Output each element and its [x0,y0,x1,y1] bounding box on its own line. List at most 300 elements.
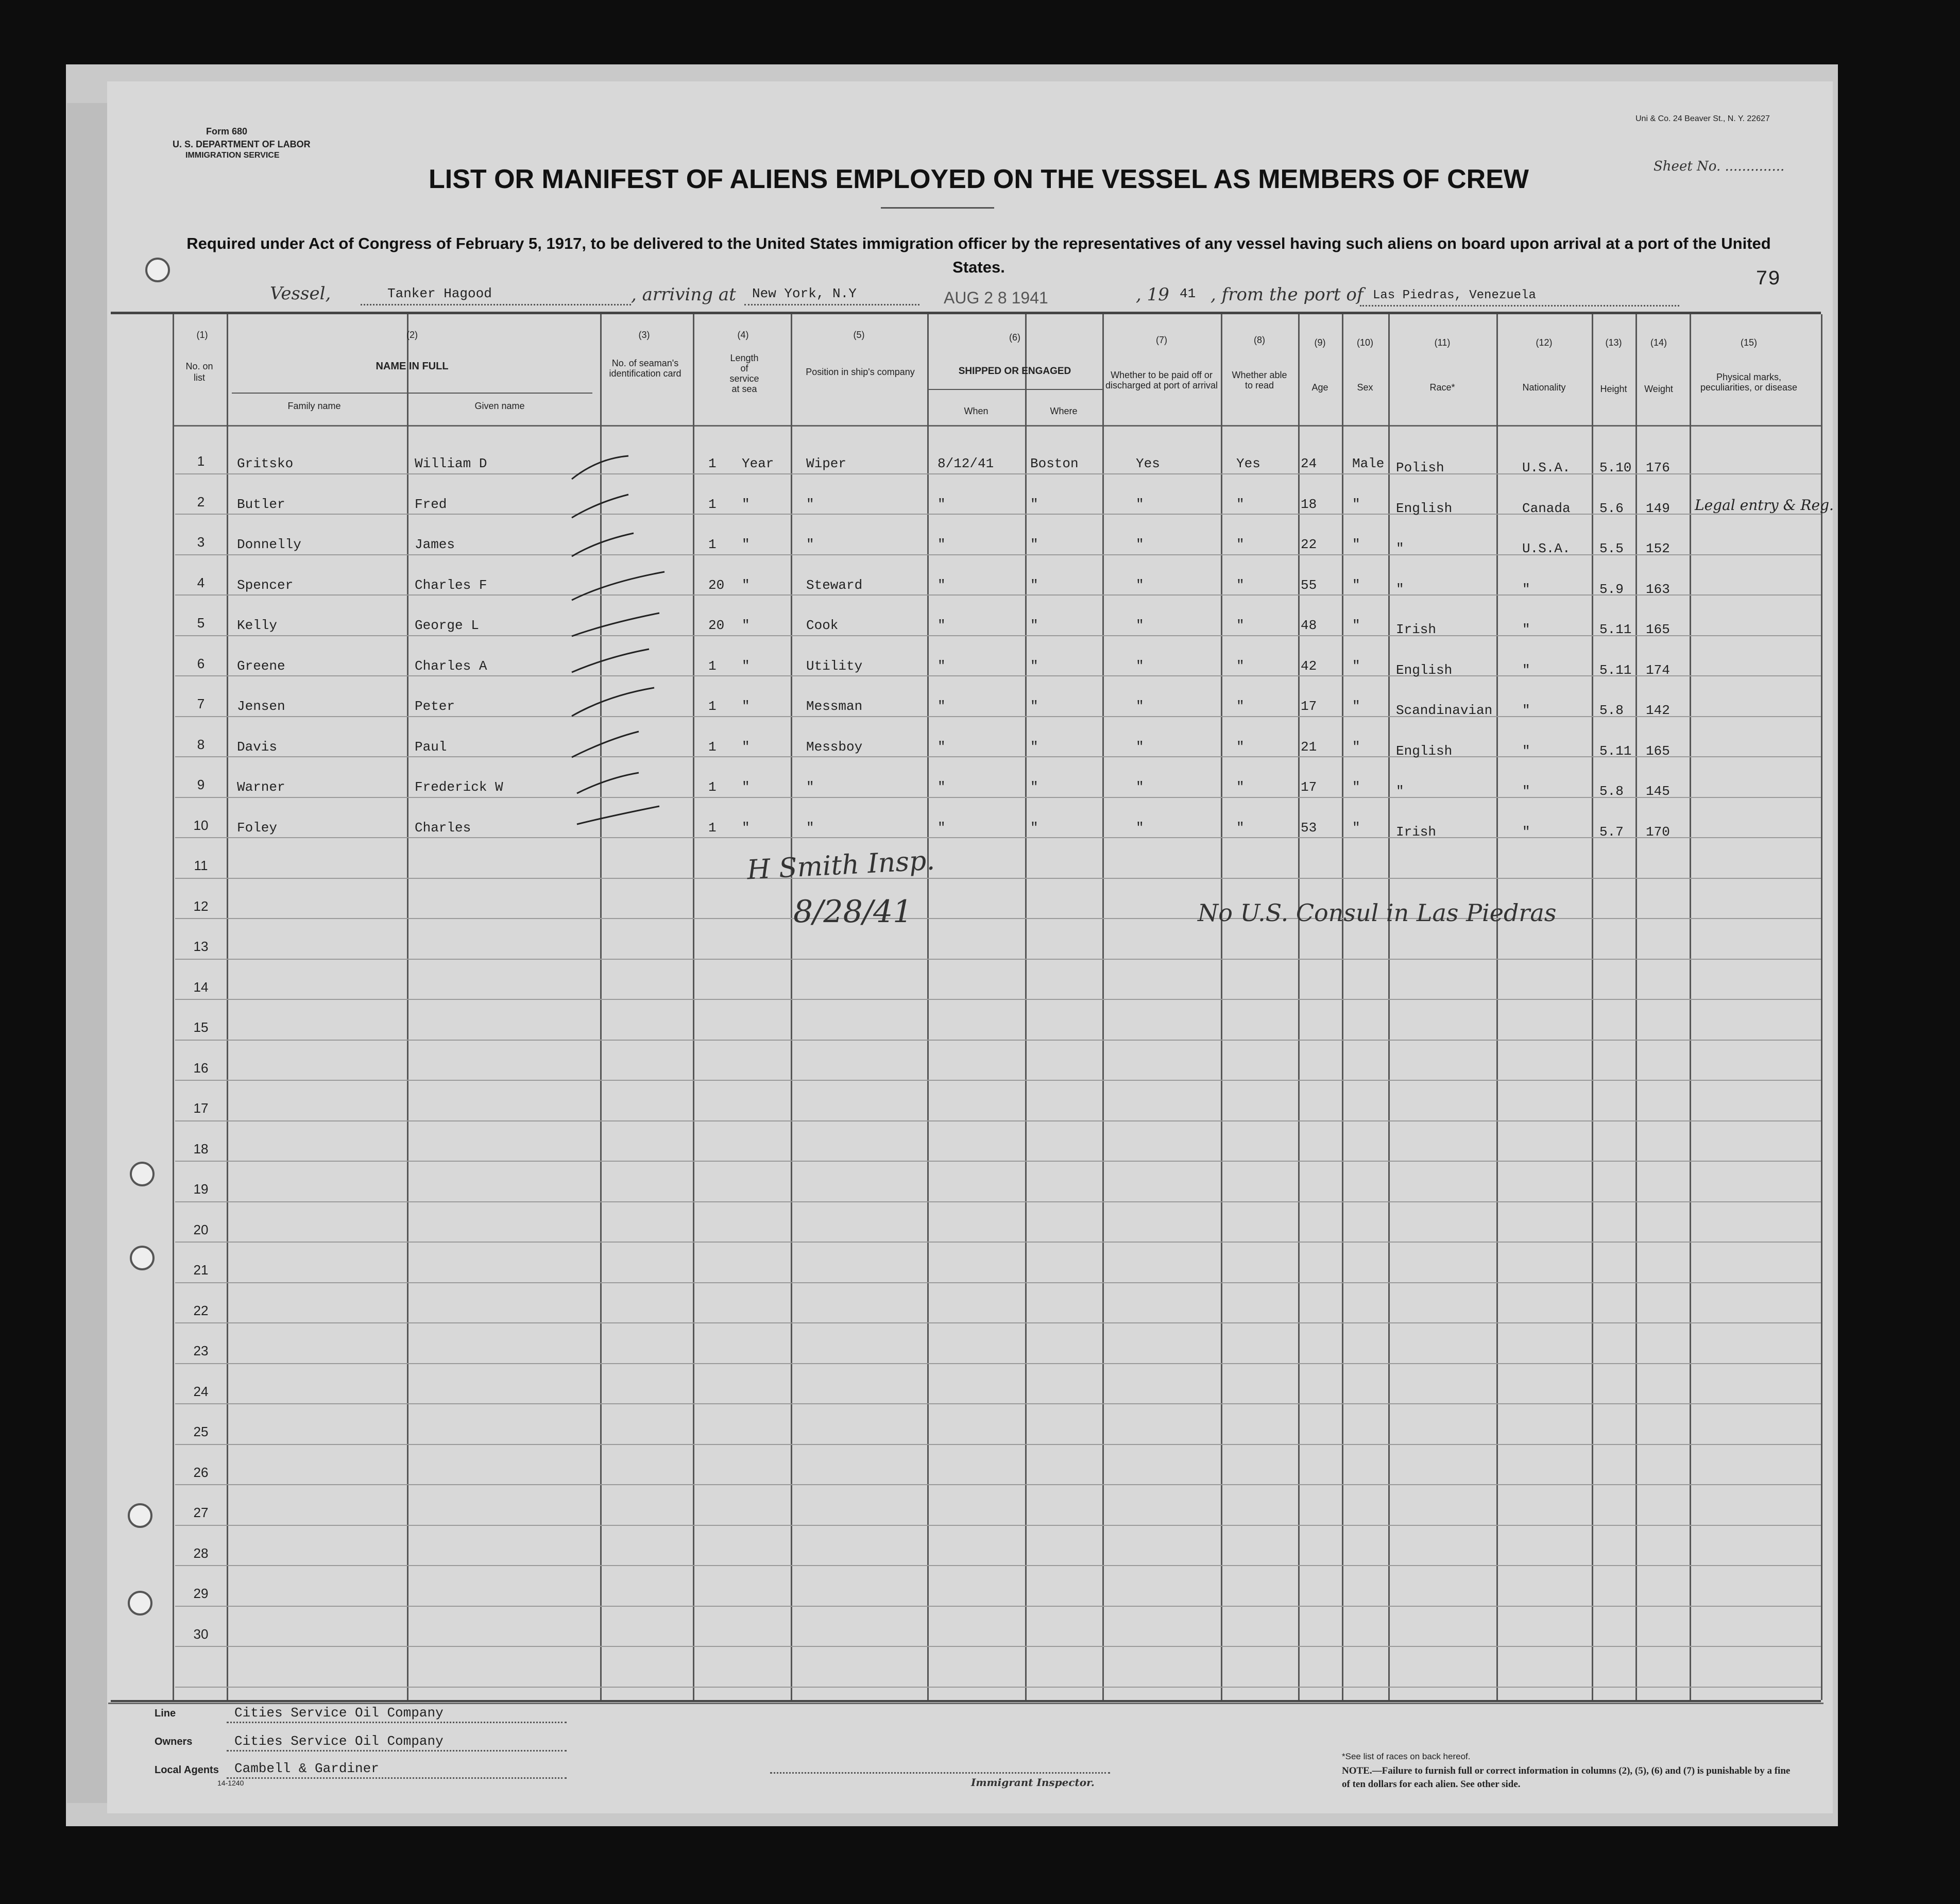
row-rule [175,1120,1821,1121]
shipped-when-cell: " [938,497,946,512]
service-length-cell: 1 [708,658,717,674]
row-rule [175,1444,1821,1445]
punch-hole [128,1591,152,1616]
form-number: Form 680 [206,126,248,137]
paid-off-cell: " [1136,820,1144,836]
col8-header: Whether able to read [1232,370,1287,390]
shipped-where-cell: " [1030,577,1038,593]
row-number: 9 [197,777,205,792]
given-name-cell: Paul [415,739,447,755]
able-to-read-cell: " [1236,618,1245,633]
shipped-when-cell: " [938,699,946,714]
family-name-cell: Jensen [237,699,285,714]
from-port: Las Piedras, Venezuela [1373,288,1536,302]
service-unit-cell: " [742,739,750,755]
row-rule [175,1080,1821,1081]
row-number: 30 [193,1626,209,1642]
nationality-cell: U.S.A. [1522,541,1571,556]
col8-num: (8) [1254,335,1265,345]
service-unit-cell: " [742,658,750,674]
column-rule [693,314,694,1700]
column-rule [1690,314,1691,1700]
inspector-date: 8/28/41 [793,894,913,930]
service-unit-cell: " [742,537,750,552]
column-rule [173,314,174,1700]
row-number: 12 [193,898,209,914]
owners-dotline [227,1750,567,1752]
col10-header: Sex [1357,382,1373,393]
col6-split-rule [927,389,1102,390]
position-cell: " [806,497,814,512]
shipped-where-cell: " [1030,739,1038,755]
row-rule [175,1201,1821,1202]
paid-off-cell: " [1136,497,1144,512]
shipped-where-cell: " [1030,618,1038,633]
position-cell: " [806,820,814,836]
row-number: 25 [193,1424,209,1439]
service-length-cell: 20 [708,618,725,633]
row-number: 8 [197,737,205,752]
service-unit-cell: " [742,618,750,633]
sex-cell: " [1352,779,1360,795]
sex-cell: " [1352,497,1360,512]
service-unit-cell: " [742,820,750,836]
row-number: 20 [193,1222,209,1237]
row-rule [175,1322,1821,1323]
able-to-read-cell: " [1236,658,1245,674]
height-cell: 5.6 [1599,501,1624,516]
column-rule [1342,314,1343,1700]
check-mark [572,688,654,716]
check-mark [572,732,639,757]
sex-cell: Male [1352,456,1385,471]
race-cell: " [1396,582,1404,597]
col6-when-header: When [964,406,988,416]
immigrant-inspector-label: Immigrant Inspector. [971,1776,1095,1789]
shipped-when-cell: 8/12/41 [938,456,994,471]
row-number: 24 [193,1384,209,1399]
row-rule [175,1687,1821,1688]
height-cell: 5.9 [1599,582,1624,597]
id-card-checkmarks [567,453,680,835]
form-code: 14-1240 [217,1779,244,1787]
sex-cell: " [1352,820,1360,836]
nationality-cell: " [1522,662,1530,678]
race-cell: English [1396,501,1453,516]
race-cell: Scandinavian [1396,703,1493,718]
col6-header: SHIPPED OR ENGAGED [958,366,1071,377]
check-mark [572,533,634,556]
row-rule [175,999,1821,1000]
from-port-label: , from the port of [1211,284,1364,305]
date-stamp: AUG 2 8 1941 [944,288,1048,307]
nationality-cell: " [1522,622,1530,637]
row-rule [175,756,1821,757]
height-cell: 5.11 [1599,622,1632,637]
col7-num: (7) [1156,335,1167,345]
nationality-cell: " [1522,743,1530,759]
col6-num: (6) [1009,332,1020,343]
row-number: 14 [193,979,209,995]
col12-num: (12) [1536,337,1553,348]
col2-family-header: Family name [287,401,341,411]
punch-hole [130,1246,155,1270]
family-name-cell: Gritsko [237,456,294,471]
service-length-cell: 20 [708,577,725,593]
given-name-cell: Fred [415,497,447,512]
service-unit-cell: Year [742,456,774,471]
sex-cell: " [1352,699,1360,714]
nationality-cell: Canada [1522,501,1571,516]
header-bottom-rule [173,425,1821,427]
family-name-cell: Davis [237,739,278,755]
shipped-where-cell: " [1030,537,1038,552]
height-cell: 5.11 [1599,662,1632,678]
column-rule [927,314,929,1700]
row-number: 29 [193,1586,209,1601]
weight-cell: 152 [1646,541,1670,556]
check-mark [577,773,639,793]
row-number: 27 [193,1505,209,1520]
col2-given-header: Given name [474,401,525,411]
nationality-cell: U.S.A. [1522,460,1571,475]
shipped-where-cell: " [1030,820,1038,836]
nationality-cell: " [1522,582,1530,597]
col2-num: (2) [406,330,418,340]
shipped-where-cell: " [1030,497,1038,512]
inspector-signature: H Smith Insp. [746,845,936,886]
row-rule [175,635,1821,636]
row-number: 4 [197,575,205,590]
row-rule [175,837,1821,838]
binding-strip [67,103,108,1803]
service-length-cell: 1 [708,456,717,471]
col5-header: Position in ship's company [806,367,915,377]
service-length-cell: 1 [708,739,717,755]
col2-split-rule [232,393,592,394]
paid-off-cell: " [1136,537,1144,552]
given-name-cell: Charles A [415,658,487,674]
col11-num: (11) [1434,337,1451,348]
col14-num: (14) [1650,337,1667,348]
shipped-where-cell: " [1030,699,1038,714]
race-cell: " [1396,541,1404,556]
nationality-cell: " [1522,824,1530,840]
service-unit-cell: " [742,779,750,795]
able-to-read-cell: " [1236,820,1245,836]
position-cell: Utility [806,658,863,674]
row-number: 17 [193,1100,209,1116]
nationality-cell: " [1522,784,1530,799]
paid-off-cell: " [1136,658,1144,674]
weight-cell: 163 [1646,582,1670,597]
weight-cell: 174 [1646,662,1670,678]
paid-off-cell: Yes [1136,456,1160,471]
able-to-read-cell: Yes [1236,456,1260,471]
position-cell: Messboy [806,739,863,755]
family-name-cell: Kelly [237,618,278,633]
act-subtitle: Required under Act of Congress of February 5, 1917, to be delivered to the United States immigration officer by the representatives of any vessel having such aliens on board upon arrival at a port of the United States. [186,234,1771,276]
sex-cell: " [1352,739,1360,755]
family-name-cell: Spencer [237,577,294,593]
row-number: 23 [193,1343,209,1358]
race-cell: " [1396,784,1404,799]
age-cell: 17 [1301,699,1317,714]
row-number: 19 [193,1181,209,1197]
service-length-cell: 1 [708,497,717,512]
col3-num: (3) [638,330,650,340]
shipped-where-cell: Boston [1030,456,1079,471]
age-cell: 22 [1301,537,1317,552]
column-rule [1221,314,1222,1700]
col11-header: Race* [1429,382,1455,393]
sheet-number-label [1654,159,1784,174]
row-number: 15 [193,1019,209,1035]
service-length-cell: 1 [708,779,717,795]
service-length-cell: 1 [708,699,717,714]
family-name-cell: Donnelly [237,537,301,552]
shipped-when-cell: " [938,537,946,552]
row-rule [175,918,1821,919]
column-rule [1298,314,1300,1700]
line-value: Cities Service Oil Company [234,1705,444,1721]
col3-header: No. of seaman's identification card [609,358,681,379]
from-port-dotline [1360,305,1679,307]
position-cell: Steward [806,577,863,593]
agents-label: Local Agents [155,1764,219,1776]
title-rule [881,207,994,209]
col15-header: Physical marks, peculiarities, or disease [1700,372,1798,393]
row-number: 28 [193,1545,209,1561]
row-number: 16 [193,1060,209,1076]
given-name-cell: George L [415,618,479,633]
row-rule [175,1282,1821,1283]
row-rule [175,1040,1821,1041]
height-cell: 5.10 [1599,460,1632,475]
position-cell: " [806,779,814,795]
service-unit-cell: " [742,577,750,593]
consul-note: No U.S. Consul in Las Piedras [1198,899,1557,927]
col13-header: Height [1600,384,1627,394]
family-name-cell: Warner [237,779,285,795]
arrival-port: New York, N.Y [752,286,857,301]
row-number: 21 [193,1262,209,1278]
row-rule [175,1403,1821,1404]
check-mark [572,456,628,479]
col4-num: (4) [737,330,749,340]
height-cell: 5.7 [1599,824,1624,840]
column-rule [1388,314,1390,1700]
punch-hole [128,1503,152,1528]
printer-imprint: Uni & Co. 24 Beaver St., N. Y. 22627 [1635,114,1770,123]
row-rule [175,594,1821,596]
check-mark [572,495,628,518]
arrival-dotline [744,304,919,305]
given-name-cell: James [415,537,455,552]
column-rule [227,314,228,1700]
table-top-rule [111,312,1821,314]
check-mark [577,806,659,824]
vessel-name: Tanker Hagood [387,286,492,301]
vessel-dotline [361,304,631,305]
row-rule [175,1363,1821,1364]
row-rule [175,1161,1821,1162]
row-number: 3 [197,534,205,550]
able-to-read-cell: " [1236,739,1245,755]
age-cell: 21 [1301,739,1317,755]
sex-cell: " [1352,577,1360,593]
check-mark [572,613,659,636]
service-length-cell: 1 [708,820,717,836]
column-rule [1821,314,1822,1700]
weight-cell: 170 [1646,824,1670,840]
vessel-label: Vessel, [270,283,331,304]
weight-cell: 176 [1646,460,1670,475]
paid-off-cell: " [1136,577,1144,593]
given-name-cell: Charles [415,820,471,836]
sheet-number-dots: .............. [1725,159,1785,174]
able-to-read-cell: " [1236,497,1245,512]
column-rule [1635,314,1637,1700]
height-cell: 5.5 [1599,541,1624,556]
row-number: 18 [193,1141,209,1157]
paid-off-cell: " [1136,739,1144,755]
nationality-cell: " [1522,703,1530,718]
col4-header: Length of service at sea [729,353,759,394]
owners-value: Cities Service Oil Company [234,1733,444,1749]
paid-off-cell: " [1136,779,1144,795]
row-rule [175,1525,1821,1526]
arriving-label: , arriving at [631,284,736,305]
physical-marks-cell: Legal entry & Reg. [1695,497,1834,514]
sex-cell: " [1352,537,1360,552]
col12-header: Nationality [1522,382,1566,393]
shipped-when-cell: " [938,739,946,755]
weight-cell: 165 [1646,743,1670,759]
age-cell: 55 [1301,577,1317,593]
row-rule [175,797,1821,798]
agents-dotline [227,1777,567,1779]
weight-cell: 149 [1646,501,1670,516]
column-rule [1025,314,1027,1700]
row-rule [175,514,1821,515]
service-unit-cell: " [742,699,750,714]
row-number: 5 [197,615,205,631]
sex-cell: " [1352,658,1360,674]
col7-header: Whether to be paid off or discharged at port of arrival [1105,370,1218,390]
age-cell: 17 [1301,779,1317,795]
row-number: 26 [193,1465,209,1480]
row-number: 7 [197,696,205,711]
family-name-cell: Foley [237,820,278,836]
row-rule [175,878,1821,879]
column-rule [791,314,792,1700]
row-rule [175,473,1821,474]
sheet-label-text: Sheet No. [1654,159,1721,174]
service-label: IMMIGRATION SERVICE [185,151,280,160]
shipped-when-cell: " [938,577,946,593]
able-to-read-cell: " [1236,779,1245,795]
year-label: , 19 [1136,284,1169,305]
row-rule [175,1242,1821,1243]
position-cell: Messman [806,699,863,714]
service-length-cell: 1 [708,537,717,552]
age-cell: 24 [1301,456,1317,471]
col1-num: (1) [196,330,208,340]
family-name-cell: Greene [237,658,285,674]
check-mark [572,649,649,672]
year-value: 41 [1180,286,1196,301]
page-number: 79 [1756,268,1781,291]
table-bottom-rule [111,1700,1821,1702]
shipped-where-cell: " [1030,658,1038,674]
shipped-when-cell: " [938,820,946,836]
shipped-when-cell: " [938,658,946,674]
row-number: 22 [193,1303,209,1318]
row-rule [175,675,1821,676]
col1-header: No. on list [185,361,213,383]
row-rule [175,959,1821,960]
race-cell: Irish [1396,824,1437,840]
page-title: LIST OR MANIFEST OF ALIENS EMPLOYED ON THE VESSEL AS MEMBERS OF CREW [429,164,1529,194]
shipped-where-cell: " [1030,779,1038,795]
col10-num: (10) [1356,337,1373,348]
inspector-dotline [770,1772,1110,1774]
row-rule [175,1565,1821,1566]
race-cell: English [1396,662,1453,678]
row-number: 2 [197,494,205,509]
punch-hole [130,1162,155,1186]
age-cell: 53 [1301,820,1317,836]
row-number: 1 [197,453,205,469]
row-number: 10 [193,818,209,833]
position-cell: Cook [806,618,839,633]
given-name-cell: Frederick W [415,779,503,795]
col15-num: (15) [1740,337,1757,348]
height-cell: 5.11 [1599,743,1632,759]
races-note: *See list of races on back hereof. [1342,1752,1471,1761]
given-name-cell: Peter [415,699,455,714]
paid-off-cell: " [1136,699,1144,714]
line-dotline [227,1722,567,1723]
race-cell: Polish [1396,460,1444,475]
family-name-cell: Butler [237,497,285,512]
column-rule [1592,314,1593,1700]
age-cell: 48 [1301,618,1317,633]
agents-value: Cambell & Gardiner [234,1761,379,1776]
line-label: Line [155,1708,176,1719]
col13-num: (13) [1605,337,1622,348]
given-name-cell: Charles F [415,577,487,593]
height-cell: 5.8 [1599,703,1624,718]
age-cell: 18 [1301,497,1317,512]
race-cell: English [1396,743,1453,759]
owners-label: Owners [155,1736,193,1747]
row-rule [175,1484,1821,1485]
column-rule [1102,314,1104,1700]
row-rule [175,1606,1821,1607]
race-cell: Irish [1396,622,1437,637]
given-name-cell: William D [415,456,487,471]
col9-header: Age [1311,382,1328,393]
check-mark [572,572,664,600]
footer-rule [108,1703,1823,1704]
position-cell: " [806,537,814,552]
col2-header: NAME IN FULL [376,361,449,372]
row-rule [175,1646,1821,1647]
row-rule [175,554,1821,555]
weight-cell: 145 [1646,784,1670,799]
